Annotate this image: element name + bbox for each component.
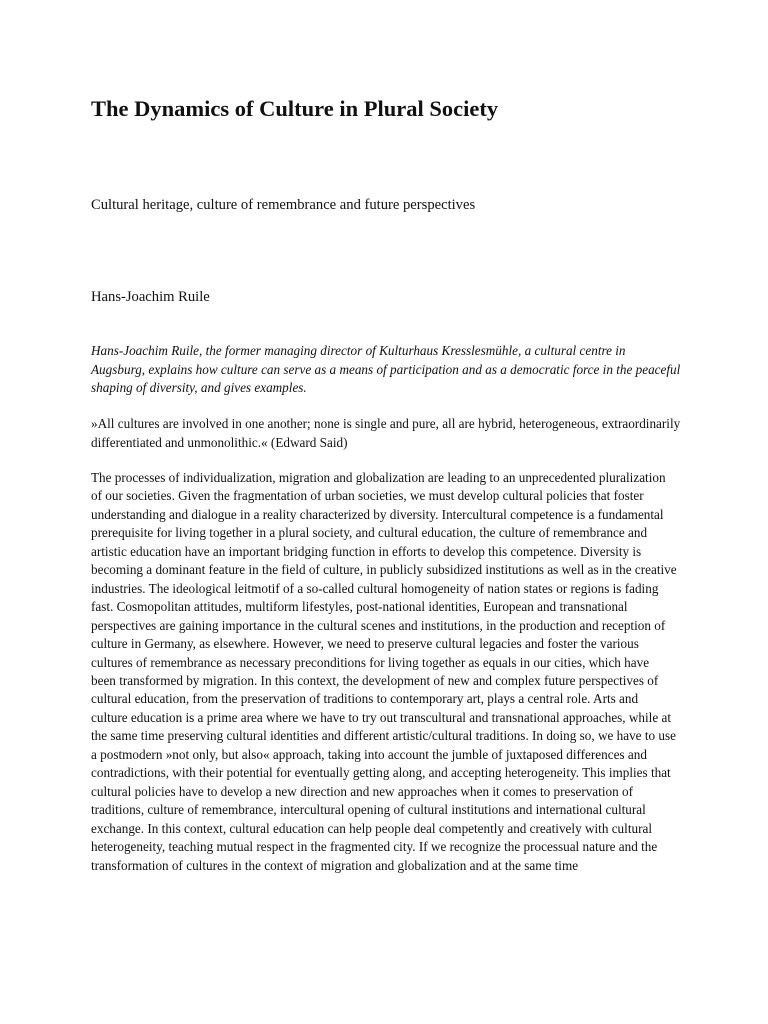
abstract-paragraph: Hans-Joachim Ruile, the former managing director of Kulturhaus Kresslesmühle, a cultural centre in Augsburg, explains how culture can serve as a means of participation and as a democratic force in the peaceful shaping of diversity, and gives examples. (91, 343, 681, 395)
document-subtitle: Cultural heritage, culture of remembrance and future perspectives (91, 197, 476, 213)
epigraph-quote: »All cultures are involved in one another; none is single and pure, all are hybrid, heterogeneous, extraordinarily differentiated and unmonolithic.« (Edward Said) (91, 416, 681, 450)
body-paragraph: The processes of individualization, migration and globalization are leading to an unprecedented pluralization of our societies. Given the fragmentation of urban societies, we must develop cultural policies that foster understanding and dialogue in a reality characterized by diversity. Intercultural competence is a fundamental prerequisite for living together in a plural society, and cultural education, the culture of remembrance and artistic education have an important bridging function in efforts to develop this competence. Diversity is becoming a dominant feature in the field of culture, in publicly subsidized institutions as well as in the creative industries. The ideological leitmotif of a so-called cultural homogeneity of nation states or regions is fading fast. Cosmopolitan attitudes, multiform lifestyles, post-national identities, European and transnational perspectives are gaining importance in the cultural scenes and institutions, in the production and reception of culture in Germany, as elsewhere. However, we need to preserve cultural legacies and foster the various cultures of remembrance as necessary preconditions for living together as equals in our cities, which have been transformed by migration. In this context, the development of new and complex future perspectives of cultural education, from the preservation of traditions to contemporary art, plays a central role. Arts and culture education is a prime area where we have to try out transcultural and transnational approaches, while at the same time preserving cultural identities and different artistic/cultural traditions. In doing so, we have to use a postmodern »not only, but also« approach, taking into account the jumble of juxtaposed differences and contradictions, with their potential for eventually getting along, and accepting heterogeneity. This implies that cultural policies have to develop a new direction and new approaches when it comes to preservation of traditions, culture of remembrance, intercultural opening of cultural institutions and international cultural exchange. In this context, cultural education can help people deal competently and creatively with cultural heterogeneity, teaching mutual respect in the fragmented city. If we recognize the processual nature and the transformation of cultures in the context of migration and globalization and at the same time (91, 470, 677, 873)
author-name: Hans-Joachim Ruile (91, 289, 210, 305)
document-title: The Dynamics of Culture in Plural Society (91, 96, 499, 121)
